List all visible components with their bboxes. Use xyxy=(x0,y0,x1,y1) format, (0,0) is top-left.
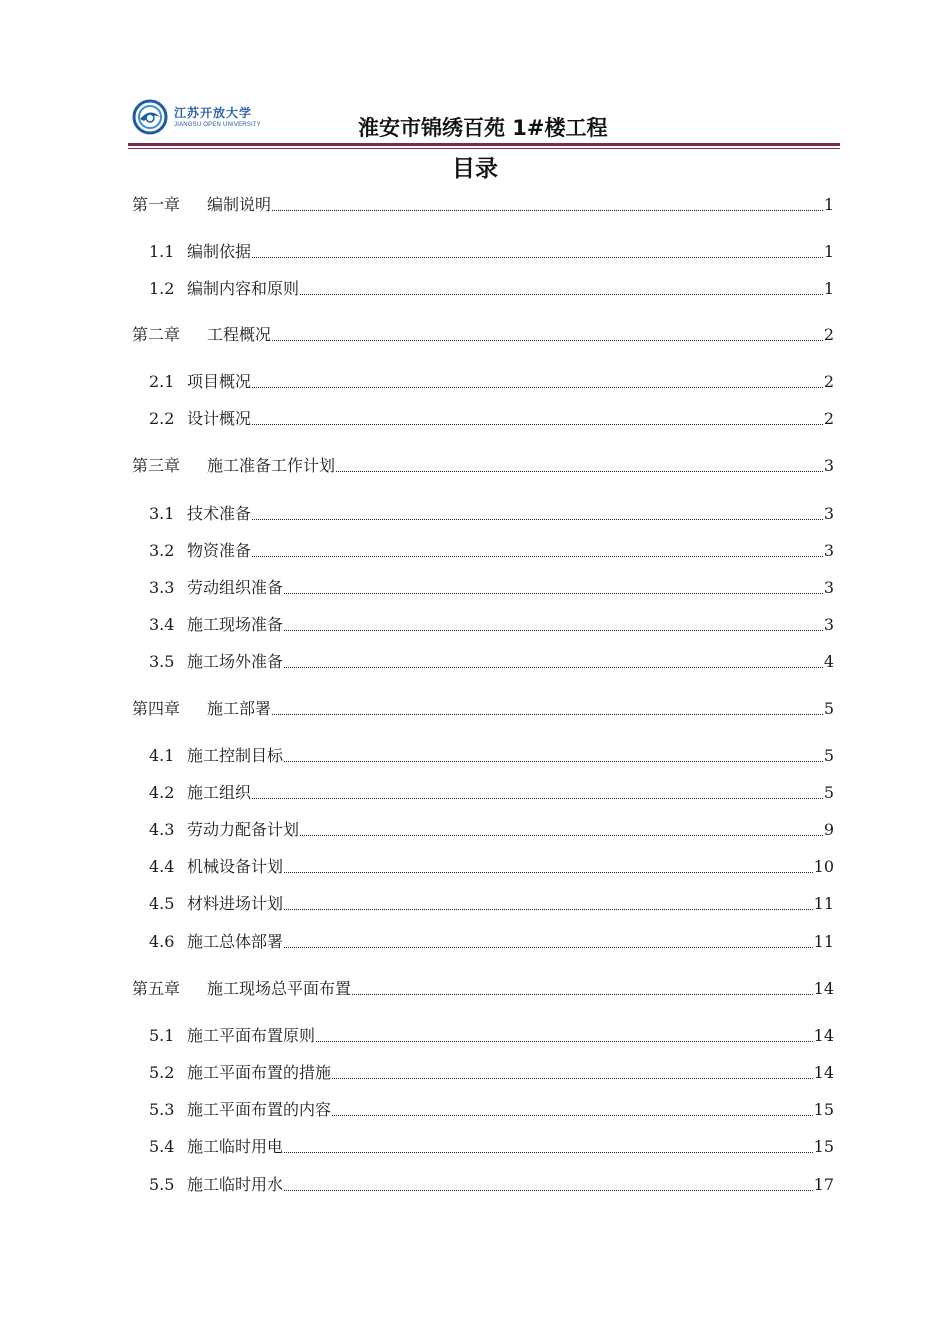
toc-page-number: 1 xyxy=(823,242,834,261)
toc-entry-number: 3.1 xyxy=(149,504,175,523)
toc-section-entry[interactable] xyxy=(149,1136,834,1158)
toc-entry-label: 编制内容和原则 xyxy=(187,279,300,298)
toc-page-number: 5 xyxy=(823,783,834,802)
toc-dot-leader xyxy=(252,798,823,799)
toc-entry-number: 3.4 xyxy=(149,615,175,634)
toc-entry-number: 5.5 xyxy=(149,1175,175,1194)
toc-entry-label: 施工现场总平面布置 xyxy=(207,979,352,998)
toc-dot-leader xyxy=(252,519,823,520)
toc-entry-number: 4.1 xyxy=(149,746,175,765)
toc-dot-leader xyxy=(284,947,813,948)
toc-entry-label: 施工临时用电 xyxy=(187,1137,284,1156)
toc-entry-number: 第四章 xyxy=(132,699,181,718)
toc-entry-number: 4.2 xyxy=(149,783,175,802)
toc-entry-label: 物资准备 xyxy=(187,541,252,560)
toc-entry-label: 施工场外准备 xyxy=(187,652,284,671)
toc-entry-number: 4.6 xyxy=(149,932,175,951)
toc-dot-leader xyxy=(272,714,823,715)
toc-entry-label: 编制依据 xyxy=(187,242,252,261)
toc-dot-leader xyxy=(252,424,823,425)
toc-page-number: 5 xyxy=(823,699,834,718)
toc-chapter-entry[interactable] xyxy=(132,324,834,346)
toc-page-number: 2 xyxy=(823,372,834,391)
toc-page-number: 15 xyxy=(813,1137,834,1156)
toc-chapter-entry[interactable] xyxy=(132,978,834,1000)
toc-entry-label: 施工现场准备 xyxy=(187,615,284,634)
toc-entry-label: 施工控制目标 xyxy=(187,746,284,765)
toc-page-number: 1 xyxy=(823,279,834,298)
toc-section-entry[interactable] xyxy=(149,651,834,673)
toc-entry-number: 4.5 xyxy=(149,894,175,913)
toc-section-entry[interactable] xyxy=(149,577,834,599)
toc-section-entry[interactable] xyxy=(149,1099,834,1121)
toc-section-entry[interactable] xyxy=(149,1025,834,1047)
toc-section-entry[interactable] xyxy=(149,745,834,767)
toc-dot-leader xyxy=(252,257,823,258)
toc-section-entry[interactable] xyxy=(149,614,834,636)
university-emblem-icon xyxy=(132,99,168,135)
toc-entry-label: 施工临时用水 xyxy=(187,1175,284,1194)
toc-entry-number: 2.1 xyxy=(149,372,175,391)
header-rule-thick xyxy=(128,143,840,146)
toc-page-number: 3 xyxy=(823,578,834,597)
toc-entry-label: 劳动组织准备 xyxy=(187,578,284,597)
toc-section-entry[interactable] xyxy=(149,278,834,300)
toc-entry-label: 施工部署 xyxy=(207,699,272,718)
toc-entry-label: 材料进场计划 xyxy=(187,894,284,913)
toc-dot-leader xyxy=(284,1190,813,1191)
logo-chinese-name: 江苏开放大学 xyxy=(174,105,253,120)
toc-dot-leader xyxy=(252,556,823,557)
toc-page-number: 3 xyxy=(823,456,834,475)
toc-section-entry[interactable] xyxy=(149,856,834,878)
toc-dot-leader xyxy=(284,593,823,594)
toc-entry-label: 设计概况 xyxy=(187,409,252,428)
toc-page-number: 11 xyxy=(813,932,834,951)
toc-entry-label: 施工平面布置的内容 xyxy=(187,1100,332,1119)
toc-page-number: 2 xyxy=(823,325,834,344)
toc-page-number: 14 xyxy=(813,1063,834,1082)
university-logo xyxy=(132,98,282,136)
toc-section-entry[interactable] xyxy=(149,893,834,915)
header-rule-thin xyxy=(128,148,840,149)
toc-chapter-entry[interactable] xyxy=(132,698,834,720)
toc-entry-number: 3.3 xyxy=(149,578,175,597)
toc-dot-leader xyxy=(272,340,823,341)
toc-section-entry[interactable] xyxy=(149,371,834,393)
toc-chapter-entry[interactable] xyxy=(132,194,834,216)
document-title: 淮安市锦绣百苑 1#楼工程 xyxy=(358,116,608,140)
toc-entry-label: 施工平面布置原则 xyxy=(187,1026,316,1045)
toc-section-entry[interactable] xyxy=(149,503,834,525)
toc-section-entry[interactable] xyxy=(149,408,834,430)
toc-entry-label: 编制说明 xyxy=(207,195,272,214)
toc-entry-number: 第二章 xyxy=(132,325,181,344)
toc-dot-leader xyxy=(332,1115,813,1116)
toc-page-number: 9 xyxy=(823,820,834,839)
toc-entry-number: 3.2 xyxy=(149,541,175,560)
toc-page-number: 3 xyxy=(823,504,834,523)
toc-page-number: 11 xyxy=(813,894,834,913)
toc-dot-leader xyxy=(332,1078,813,1079)
toc-entry-number: 4.3 xyxy=(149,820,175,839)
toc-entry-label: 施工总体部署 xyxy=(187,932,284,951)
toc-section-entry[interactable] xyxy=(149,1174,834,1196)
toc-dot-leader xyxy=(284,872,813,873)
toc-dot-leader xyxy=(284,667,823,668)
toc-dot-leader xyxy=(300,835,823,836)
toc-entry-number: 5.1 xyxy=(149,1026,175,1045)
toc-section-entry[interactable] xyxy=(149,241,834,263)
toc-entry-number: 3.5 xyxy=(149,652,175,671)
toc-entry-number: 5.2 xyxy=(149,1063,175,1082)
toc-dot-leader xyxy=(352,994,813,995)
page-header xyxy=(128,96,840,152)
toc-page-number: 1 xyxy=(823,195,834,214)
toc-dot-leader xyxy=(316,1041,813,1042)
toc-dot-leader xyxy=(284,761,823,762)
toc-entry-label: 项目概况 xyxy=(187,372,252,391)
toc-entry-number: 2.2 xyxy=(149,409,175,428)
toc-entry-number: 5.4 xyxy=(149,1137,175,1156)
toc-dot-leader xyxy=(284,1152,813,1153)
toc-entry-label: 劳动力配备计划 xyxy=(187,820,300,839)
toc-section-entry[interactable] xyxy=(149,819,834,841)
toc-page-number: 2 xyxy=(823,409,834,428)
toc-page-number: 17 xyxy=(813,1175,834,1194)
toc-page-number: 10 xyxy=(813,857,834,876)
toc-dot-leader xyxy=(284,630,823,631)
toc-entry-label: 施工平面布置的措施 xyxy=(187,1063,332,1082)
toc-entry-number: 第五章 xyxy=(132,979,181,998)
toc-page-number: 14 xyxy=(813,979,834,998)
toc-heading: 目录 xyxy=(452,156,498,182)
toc-dot-leader xyxy=(272,210,823,211)
toc-chapter-entry[interactable] xyxy=(132,455,834,477)
toc-dot-leader xyxy=(284,909,813,910)
toc-page-number: 5 xyxy=(823,746,834,765)
toc-entry-number: 1.1 xyxy=(149,242,175,261)
toc-dot-leader xyxy=(300,294,823,295)
toc-entry-number: 第一章 xyxy=(132,195,181,214)
toc-entry-number: 4.4 xyxy=(149,857,175,876)
toc-entry-label: 技术准备 xyxy=(187,504,252,523)
toc-entry-label: 施工准备工作计划 xyxy=(207,456,336,475)
toc-page-number: 4 xyxy=(823,652,834,671)
toc-entry-label: 施工组织 xyxy=(187,783,252,802)
toc-section-entry[interactable] xyxy=(149,782,834,804)
toc-page-number: 15 xyxy=(813,1100,834,1119)
toc-dot-leader xyxy=(336,471,823,472)
toc-entry-label: 机械设备计划 xyxy=(187,857,284,876)
toc-entry-label: 工程概况 xyxy=(207,325,272,344)
toc-page-number: 14 xyxy=(813,1026,834,1045)
toc-page-number: 3 xyxy=(823,541,834,560)
toc-page-number: 3 xyxy=(823,615,834,634)
toc-entry-number: 1.2 xyxy=(149,279,175,298)
toc-section-entry[interactable] xyxy=(149,540,834,562)
logo-english-name: JIANGSU OPEN UNIVERSITY xyxy=(174,121,261,128)
toc-section-entry[interactable] xyxy=(149,931,834,953)
toc-entry-number: 5.3 xyxy=(149,1100,175,1119)
toc-entry-number: 第三章 xyxy=(132,456,181,475)
toc-section-entry[interactable] xyxy=(149,1062,834,1084)
toc-dot-leader xyxy=(252,387,823,388)
